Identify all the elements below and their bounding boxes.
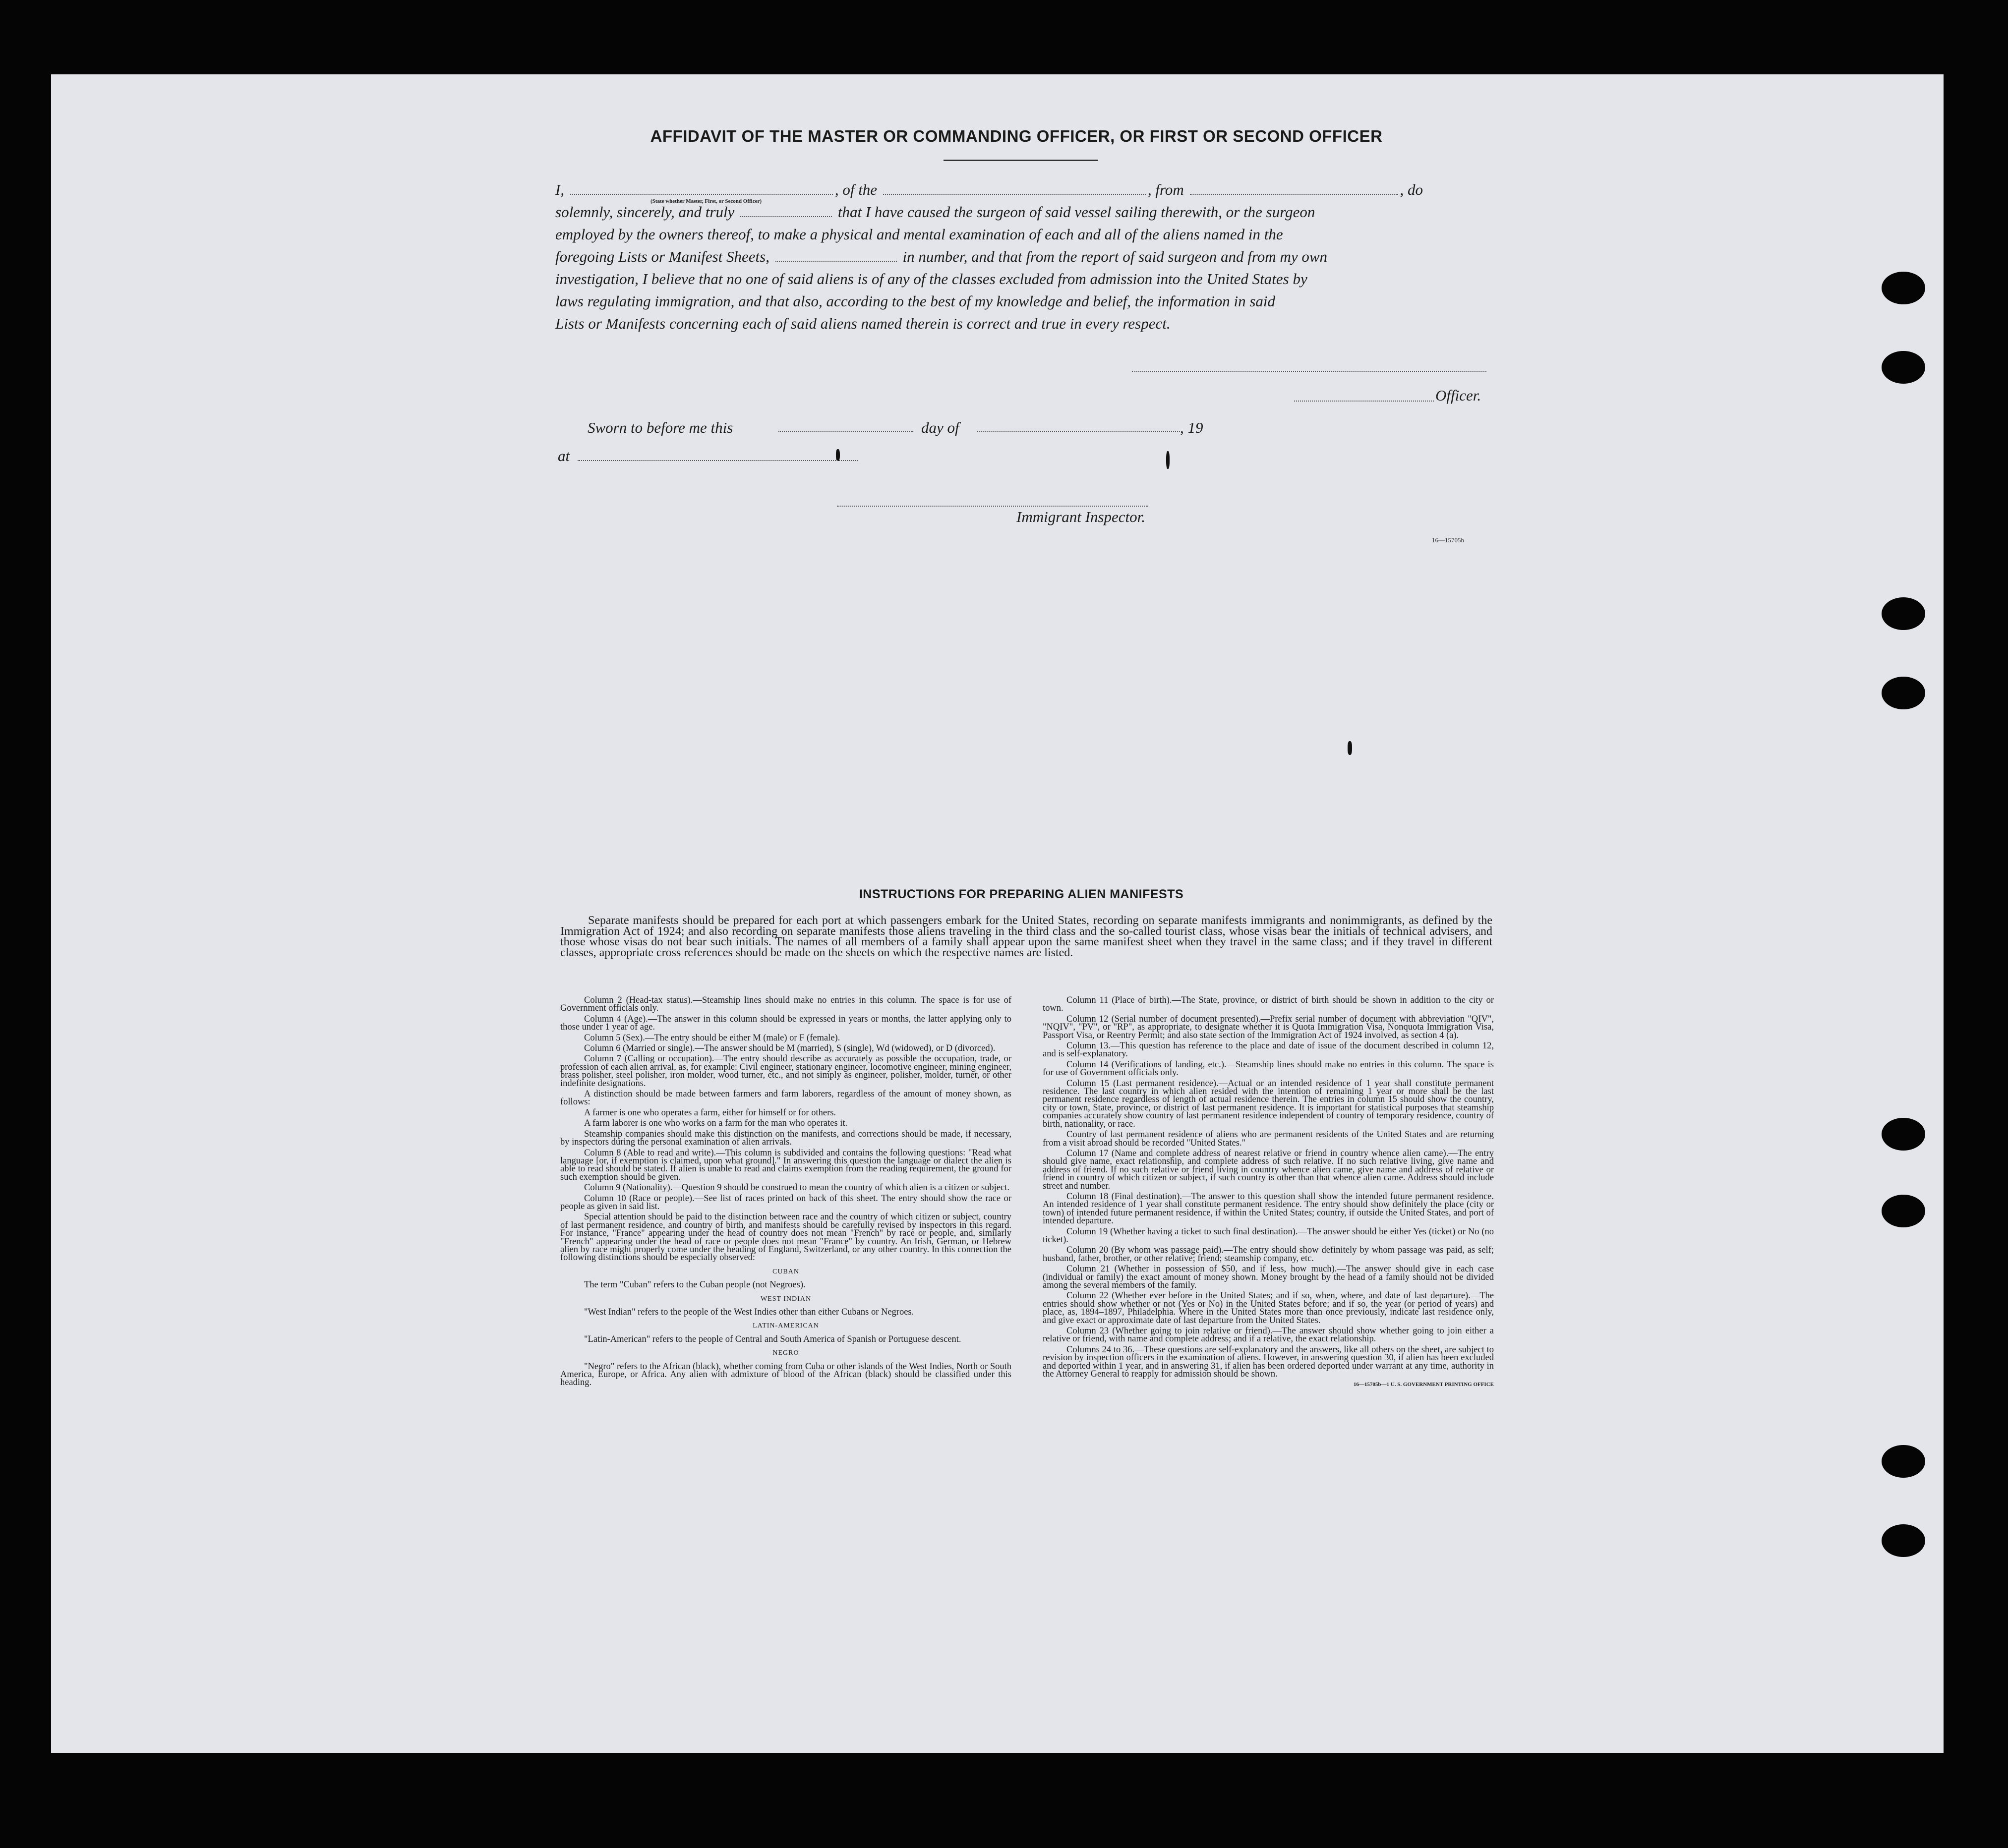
instruction-paragraph: Column 8 (Able to read and write).—This column is subdivided and contains the following questions: "Read what language [or, if exemption is claimed, upon what ground]." In answering this question the language or dialect the alien is able to read should be stated. If alien is unable to read and claims exemption from the reading requirement, the ground for such exemption should be given. <box>560 1148 1011 1182</box>
affidavit-line5: investigation, I believe that no one of said aliens is of any of the classes excluded from admission into the United States by <box>555 270 1307 288</box>
cuban-definition: The term "Cuban" refers to the Cuban people (not Negroes). <box>584 1280 806 1290</box>
affidavit-from: , from <box>1147 181 1184 198</box>
instruction-paragraph: Column 10 (Race or people).—See list of races printed on back of this sheet. The entry should show the race or people as given in said list. <box>560 1193 1011 1212</box>
negro-heading: NEGRO <box>772 1349 799 1357</box>
punch-hole <box>1882 1118 1925 1151</box>
ink-speck <box>836 449 840 461</box>
count-blank[interactable] <box>775 252 897 262</box>
instruction-paragraph: Special attention should be paid to the distinction between race and the country of which citizen or subject, country of last permanent residence, and country of birth, and manifests should be carefully revised by inspectors in this regard. For instance, "France" appearing under the head of country does not mean "French" by race or people, and, similarly "French" appearing under the head of race or people does not mean "France" by country. An Irish, German, or Hebrew alien by race might properly come under the heading of England, Switzerland, or any other country. In this connection the following distinctions should be especially observed: <box>560 1212 1011 1263</box>
affidavit-line7: Lists or Manifests concerning each of said aliens named therein is correct and true in every respect. <box>555 315 1171 332</box>
affidavit-line2a: solemnly, sincerely, and truly <box>555 203 735 221</box>
punch-hole <box>1882 1445 1925 1478</box>
latin-american-heading: LATIN-AMERICAN <box>753 1322 819 1330</box>
instruction-paragraph: Column 22 (Whether ever before in the United States; and if so, when, where, and date of last departure).—The entries should show whether or not (Yes or No) in the United States before; and if so, the year (or period of years) and place, as, 1894–1897, Philadelphia. Where in the United States more than once previously, indicate last residence only, and give exact or approximate date of last departure from the United States. <box>1043 1291 1494 1326</box>
instruction-paragraph: Column 15 (Last permanent residence).—Actual or an intended residence of 1 year shall constitute permanent residence. The last country in which alien resided with the intention of remaining 1 year or more shall be the last permanent residence regardless of length of actual residence therein. The entries in column 15 should show the country, city or town, State, province, or district of last permanent residence. It is important for statistical purposes that steamship companies accurately show country of last permanent residence independent of country of temporary residence, country of birth, nationality, or race. <box>1043 1078 1494 1129</box>
instruction-paragraph: A distinction should be made between farmers and farm laborers, regardless of the amount of money shown, as follows: <box>560 1089 1011 1107</box>
officer-label: Officer. <box>1435 387 1481 404</box>
title-rule <box>944 160 1098 161</box>
instruction-paragraph: Column 4 (Age).—The answer in this column should be expressed in years or months, the latter applying only to those under 1 year of age. <box>560 1014 1011 1033</box>
affidavit-line6: laws regulating immigration, and that also, according to the best of my knowledge and belief, the information in said <box>555 292 1276 310</box>
ink-speck <box>1348 741 1352 755</box>
instructions-intro: Separate manifests should be prepared for each port at which passengers embark for the United States, recording on separate manifests immigrants and nonimmigrants, as defined by the Immigration Act of 1924; and also recording on separate manifests those aliens traveling in the third class and the so-called tourist class, whose visas bear the initials of technical advisers, and those whose visas do not bear such initials. The names of all members of a family shall appear upon the same manifest sheet when they travel in the same class; and if they travel in different classes, appropriate cross references should be made on the sheets on which the respective names are listed. <box>560 914 1492 959</box>
ink-speck <box>1166 451 1170 469</box>
punch-hole <box>1882 351 1925 384</box>
instructions-title: INSTRUCTIONS FOR PREPARING ALIEN MANIFESTS <box>859 887 1184 901</box>
inspector-label: Immigrant Inspector. <box>1016 508 1146 525</box>
officer-rank-blank[interactable] <box>570 185 833 195</box>
punch-hole <box>1882 597 1925 630</box>
vessel-blank[interactable] <box>883 185 1146 195</box>
affidavit-line2b: that I have caused the surgeon of said vessel sailing therewith, or the surgeon <box>837 203 1315 221</box>
instruction-paragraph: A farm laborer is one who works on a farm for the man who operates it. <box>584 1118 848 1129</box>
punch-hole <box>1882 1524 1925 1557</box>
instruction-paragraph: A farmer is one who operates a farm, either for himself or for others. <box>584 1107 836 1118</box>
instruction-paragraph: Columns 24 to 36.—These questions are self-explanatory and the answers, like all others on the sheet, are subject to revision by inspection officers in the examination of aliens. However, in answering question 30, if alien has been excluded and deported within 1 year, and in answering 31, if alien has been ordered deported under warrant at any time, authority in the Attorney General to reapply for admission should be shown. <box>1043 1344 1494 1380</box>
instruction-paragraph: Column 12 (Serial number of document presented).—Prefix serial number of document with abbreviation "QIV", "NQIV", "PV", or "RP", as appropriate, to designate whether it is Quota Immigration Visa, Nonquota Immigration Visa, Passport Visa, or Reentry Permit; and also state section of the Immigration Act of 1924 involved, as section 4 (a). <box>1043 1014 1494 1040</box>
at-place-line[interactable] <box>578 460 858 461</box>
affidavit-line4b: in number, and that from the report of said surgeon and from my own <box>902 248 1328 265</box>
year-label: , 19 <box>1180 419 1203 436</box>
instruction-paragraph: Column 18 (Final destination).—The answer to this question shall show the intended future permanent residence. An intended residence of 1 year shall constitute permanent residence. The entry should show definitely the place (city or town) of intended future permanent residence, if within the United States; country, if outside the United States, and port of intended departure. <box>1043 1191 1494 1226</box>
officer-line[interactable] <box>1294 401 1434 402</box>
punch-hole <box>1882 1195 1925 1227</box>
instruction-paragraph: Column 17 (Name and complete address of nearest relative or friend in country whence alien came).—The entry should give name, exact relationship, and complete address of such relative. If no such relative living, give name and address of friend. If no such relative or friend living in country whence alien came, give name and address of relative or friend in country of which citizen or subject, if such country is other than that whence alien came. Address should include street and number. <box>1043 1148 1494 1191</box>
port-blank[interactable] <box>1190 185 1398 195</box>
printing-office-footer: 16—15705b—1 U. S. GOVERNMENT PRINTING OFFICE <box>1353 1382 1494 1388</box>
negro-definition: "Negro" refers to the African (black), whether coming from Cuba or other islands of the West Indies, North or South America, Europe, or Africa. Any alien with admixture of blood of the African (black) should be classified under this heading. <box>560 1361 1011 1388</box>
instruction-paragraph: Column 5 (Sex).—The entry should be either M (male) or F (female). <box>584 1033 840 1043</box>
instruction-paragraph: Column 23 (Whether going to join relative or friend).—The answer should show whether going to join either a relative or friend, with name and complete address; and if a relative, the exact relationship. <box>1043 1326 1494 1344</box>
instruction-paragraph: Column 6 (Married or single).—The answer should be M (married), S (single), Wd (widowed), or D (divorced). <box>584 1043 996 1054</box>
west-indian-heading: WEST INDIAN <box>760 1295 812 1303</box>
signature-line[interactable] <box>1132 371 1486 372</box>
instructions-left-column <box>560 996 1011 1389</box>
instruction-paragraph: Country of last permanent residence of aliens who are permanent residents of the United States and are returning from a visit abroad should be recorded "United States." <box>1043 1130 1494 1148</box>
day-of-label: day of <box>921 419 959 436</box>
instruction-paragraph: Column 13.—This question has reference to the place and date of issue of the document described in column 12, and is self-explanatory. <box>1043 1041 1494 1059</box>
affidavit-line3: employed by the owners thereof, to make a physical and mental examination of each and all of the aliens named in the <box>555 226 1283 243</box>
latin-american-definition: "Latin-American" refers to the people of Central and South America of Spanish or Portuguese descent. <box>584 1334 961 1344</box>
form-number: 16—15705b <box>1432 536 1464 544</box>
instruction-paragraph: Column 11 (Place of birth).—The State, province, or district of birth should be shown in addition to the city or town. <box>1043 995 1494 1014</box>
affidavit-do: , do <box>1400 181 1423 198</box>
at-label: at <box>558 447 570 464</box>
affidavit-title: AFFIDAVIT OF THE MASTER OR COMMANDING OFFICER, OR FIRST OR SECOND OFFICER <box>650 127 1383 145</box>
rank-note: (State whether Master, First, or Second Officer) <box>650 198 762 204</box>
instruction-paragraph: Column 2 (Head-tax status).—Steamship lines should make no entries in this column. The space is for use of Government officials only. <box>560 995 1011 1014</box>
cuban-heading: CUBAN <box>772 1268 799 1275</box>
punch-hole <box>1882 677 1925 709</box>
west-indian-definition: "West Indian" refers to the people of the West Indies other than either Cubans or Negroes. <box>584 1307 914 1317</box>
sworn-month-line[interactable] <box>977 431 1180 432</box>
instruction-paragraph: Column 21 (Whether in possession of $50, and if less, how much).—The answer should give in each case (individual or family) the exact amount of money shown. Money brought by the head of a family should not be divided among the several members of the family. <box>1043 1264 1494 1290</box>
affidavit-of-the: , of the <box>834 181 878 198</box>
instruction-paragraph: Column 20 (By whom was passage paid).—The entry should show definitely by whom passage was paid, as self; husband, father, brother, or other relative; friend; steamship company, etc. <box>1043 1245 1494 1264</box>
instruction-paragraph: Column 19 (Whether having a ticket to such final destination).—The answer should be either Yes (ticket) or No (no ticket). <box>1043 1226 1494 1245</box>
inspector-line[interactable] <box>837 506 1148 507</box>
instruction-paragraph: Column 7 (Calling or occupation).—The entry should describe as accurately as possible the occupation, trade, or profession of each alien arrival, as, for example: Civil engineer, stationary engineer, locomotive engineer, mining engineer, brass polisher, steel polisher, iron molder, wood turner, etc., and not simply as engineer, polisher, molder, turner, or other indefinite designations. <box>560 1054 1011 1089</box>
instruction-paragraph: Steamship companies should make this distinction on the manifests, and corrections should be made, if necessary, by inspectors during the personal examination of alien arrivals. <box>560 1129 1011 1148</box>
affidavit-line4a: foregoing Lists or Manifest Sheets, <box>555 248 769 265</box>
oath-blank[interactable] <box>740 207 832 217</box>
instruction-paragraph: Column 9 (Nationality).—Question 9 should be construed to mean the country of which alien is a citizen or subject. <box>584 1183 1010 1193</box>
instructions-right-column <box>1043 996 1494 1391</box>
sworn-day-line[interactable] <box>778 431 913 432</box>
sworn-label: Sworn to before me this <box>588 419 733 436</box>
punch-hole <box>1882 272 1925 304</box>
instruction-paragraph: Column 14 (Verifications of landing, etc.).—Steamship lines should make no entries in this column. The space is for use of Government officials only. <box>1043 1059 1494 1078</box>
affidavit-i: I, <box>555 181 565 198</box>
